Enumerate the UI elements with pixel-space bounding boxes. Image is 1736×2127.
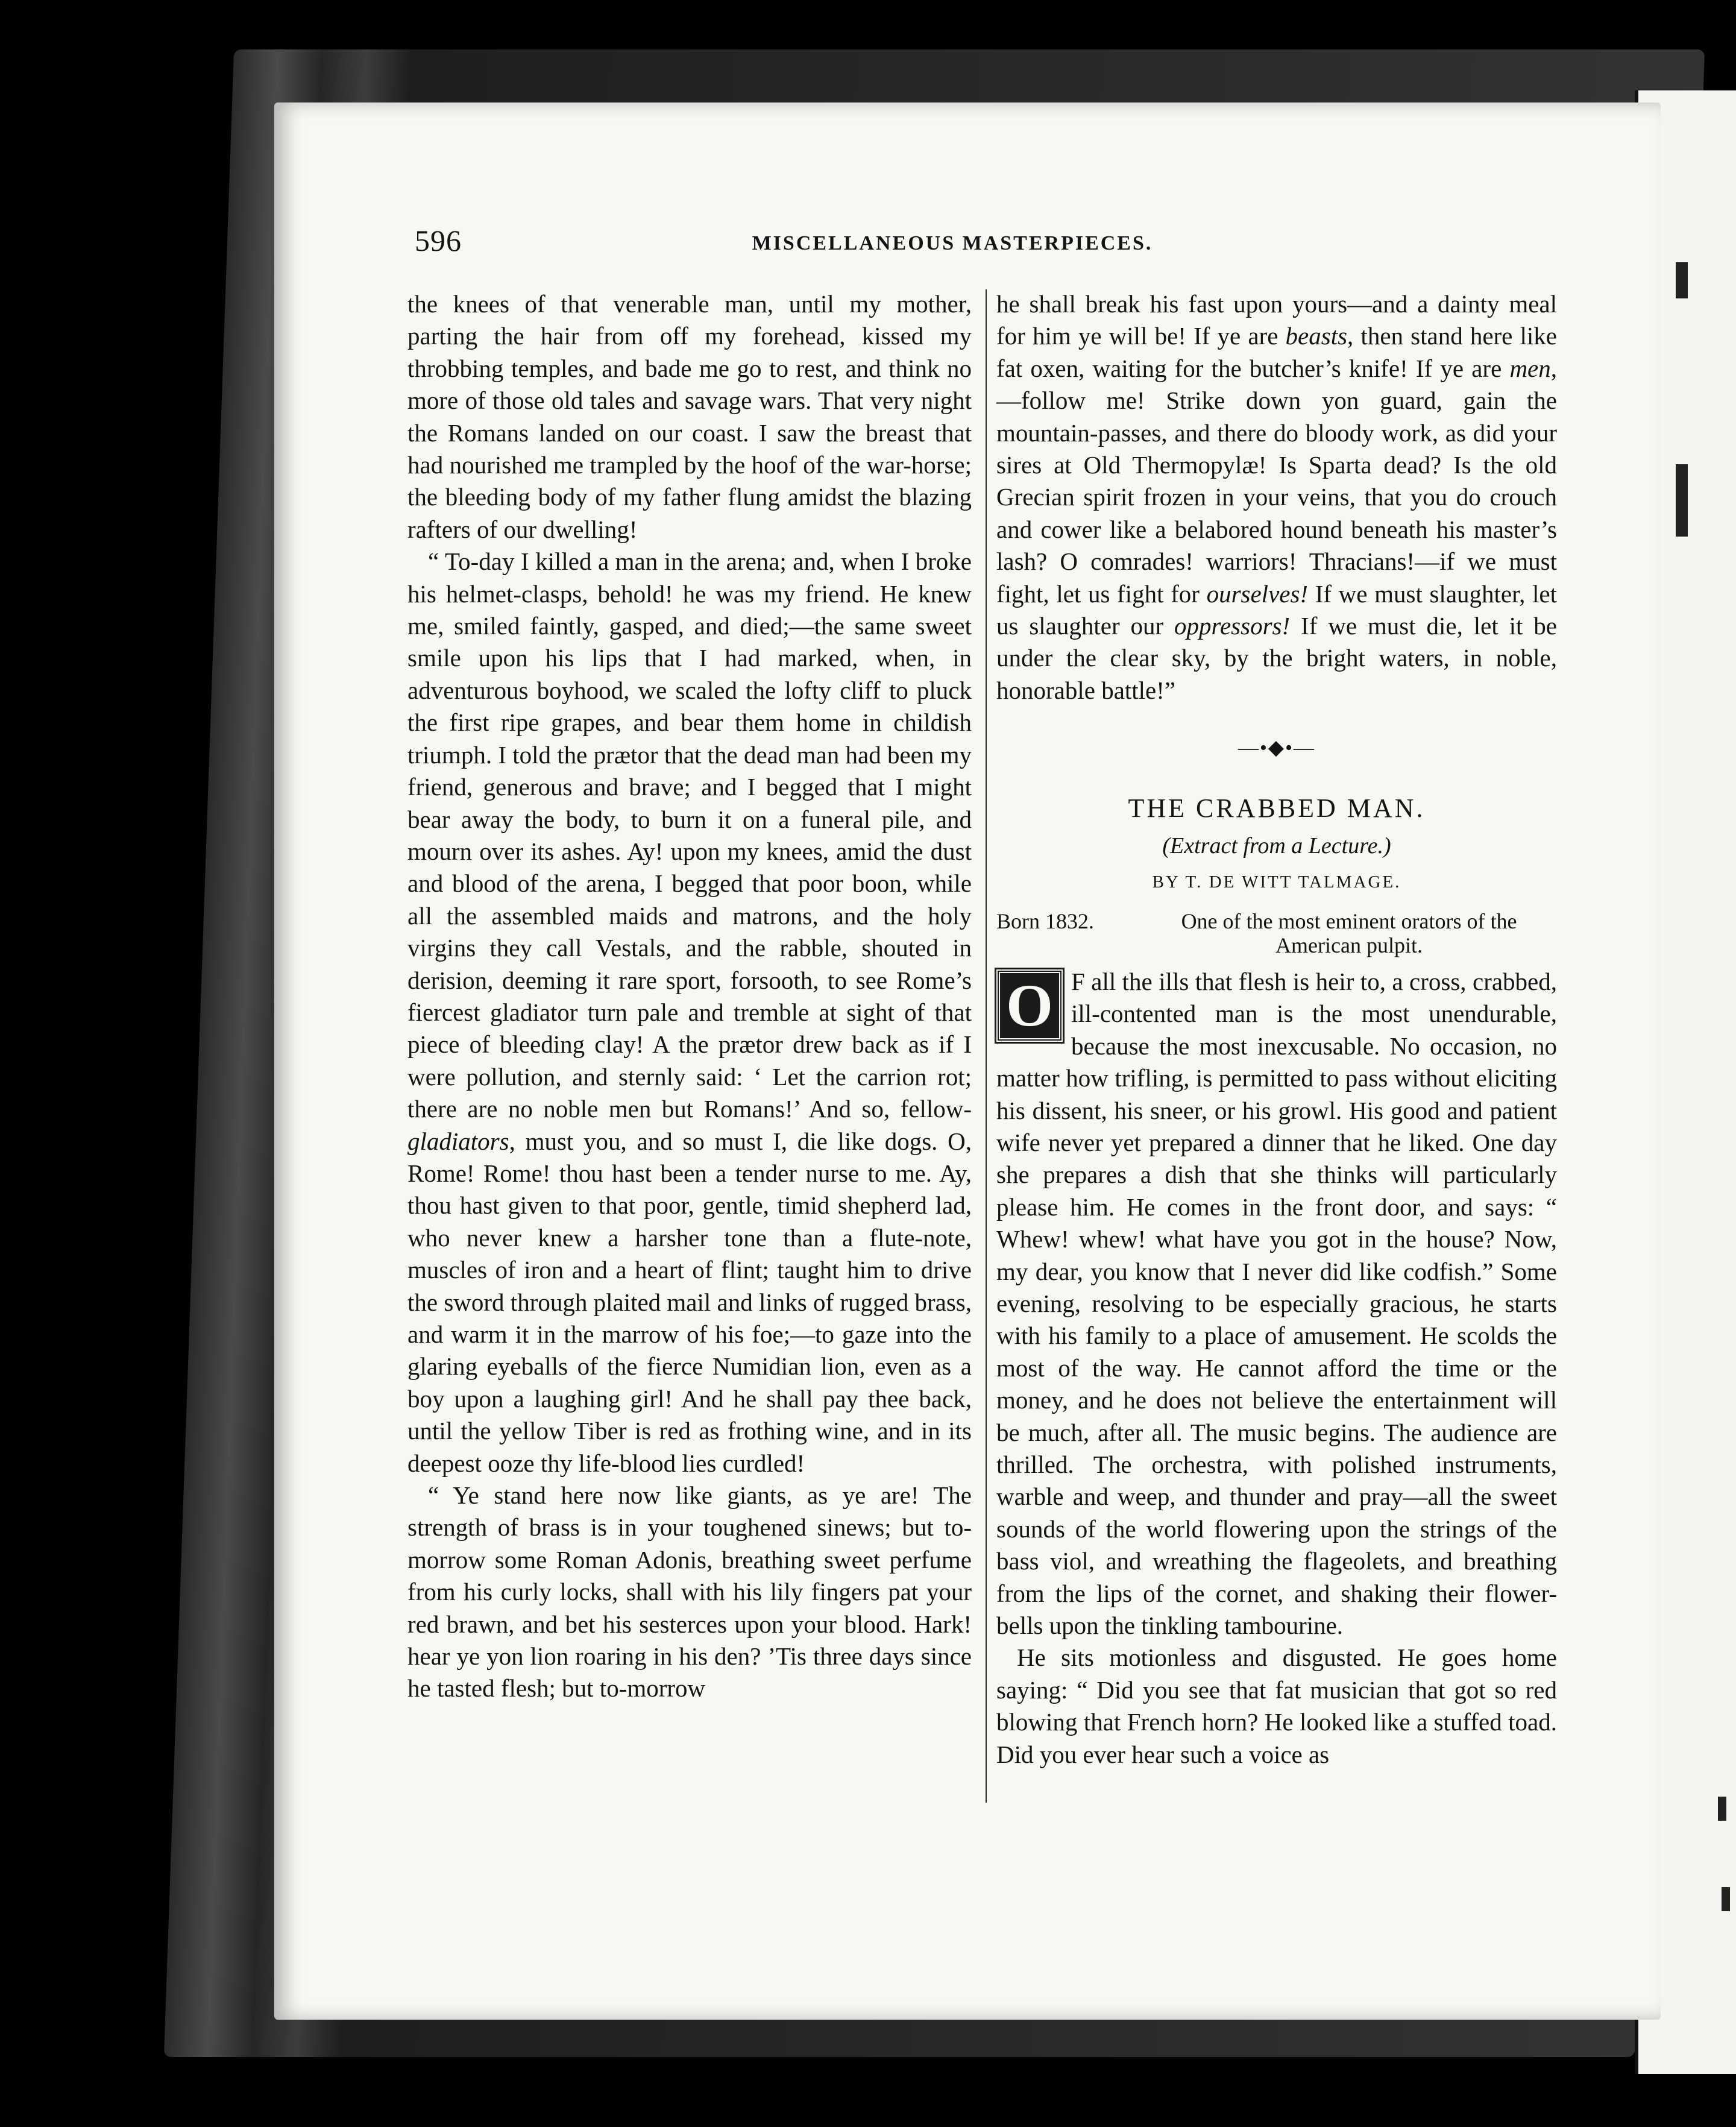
facing-page-mark [1718,1797,1726,1821]
page-number: 596 [415,224,462,257]
paragraph [407,546,972,1479]
author-byline: BY T. DE WITT TALMAGE. [1152,872,1401,892]
section-ornament: —•◆•— [1238,737,1315,760]
author-birth-year: Born 1832. [996,909,1094,933]
author-bio [996,909,1557,957]
text-run: he shall break his fast upon yours—and a dainty meal for him ye will be! If ye are [996,290,1557,350]
facing-page-mark [1676,262,1688,298]
italic-text: beasts [1285,322,1348,350]
italic-text: gladiators [407,1127,509,1155]
text-run: ,—follow me! Strike down yon guard, gain the mountain-passes, and there do bloody work, as did your sires at Old Thermopylæ! Is Sparta dead? Is the old Grecian spirit frozen in your veins, that you do crouch and cower like a belabored hound beneath his master’s lash? O comrades! warriors! Thracians!—if we must fight, let us fight for [996,354,1557,608]
italic-text: men [1509,354,1551,382]
paragraph: the knees of that venerable man, until my mother, parting the hair from off my forehead, kissed my throbbing temples, and bade me go to rest, and think no more of those old tales and savage wars. That very night the Romans landed on our coast. I saw the breast that had nourished me trampled by the hoof of the war-horse; the bleeding body of my father flung amidst the blazing rafters of our dwelling! [407,290,972,543]
running-head: MISCELLANEOUS MASTERPIECES. [752,232,1153,254]
dropcap-letter: O [1006,971,1053,1039]
section-title: THE CRABBED MAN. [1128,793,1426,823]
section-subtitle: (Extract from a Lecture.) [1162,833,1391,859]
right-column [996,288,1557,1771]
left-column [407,288,972,1705]
paragraph: He sits motionless and disgusted. He goes home saying: “ Did you see that fat musician that got so red blowing that French horn? He looked like a stuffed toad. Did you ever hear such a voice as [996,1643,1557,1768]
text-run: If we must die, let it be under the clear sky, by the bright waters, in noble, honorable battle!” [996,612,1557,704]
text-run: , then stand here like fat oxen, waiting for the butcher’s knife! If ye are [996,322,1557,382]
text-run: “ To-day I killed a man in the arena; and, when I broke his helmet-clasps, behold! he was my friend. He knew me, smiled faintly, gasped, and died;—the same sweet smile upon his lips that I had marked, when, in adventurous boyhood, we scaled the lofty cliff to pluck the first ripe grapes, and bear them home in childish triumph. I told the prætor that the dead man had been my friend, generous and brave; and I begged that I might bear away the body, to burn it on a funeral pile, and mourn over its ashes. Ay! upon my knees, amid the dust and blood of the arena, I begged that poor boon, while all the assembled maids and matrons, and the holy virgins they call Vestals, and the rabble, shouted in derision, deeming it rare sport, forsooth, to see Rome’s fiercest gladiator turn pale and tremble at sight of that piece of bleeding clay! A the prætor drew back as if I were pollution, and sternly said: ‘ Let the carrion rot; there are no noble men but Romans!’ And so, fellow- [407,547,972,1123]
text-run: , must you, and so must I, die like dogs. O, Rome! Rome! thou hast been a tender nurse to me. Ay, thou hast given to that poor, gentle, timid shepherd lad, who never knew a harsher tone than a flute-note, muscles of iron and a heart of flint; taught him to drive the sword through plaited mail and links of rugged brass, and warm it in the marrow of his foe;—to gaze into the glaring eyeballs of the fierce Numidian lion, even as a boy upon a laughing girl! And he shall pay thee back, until the yellow Tiber is red as frothing wine, and in its deepest ooze thy life-blood lies curdled! [407,1127,972,1477]
paragraph [996,288,1557,707]
italic-text: oppressors! [1174,612,1291,640]
facing-page-mark [1676,464,1688,537]
text-run: If we must slaughter, let us slaughter our [996,579,1557,640]
column-rule [986,289,987,1803]
facing-page-mark [1722,1887,1730,1911]
italic-text: ourselves! [1206,579,1309,608]
decorative-dropcap [996,969,1063,1042]
paragraph: “ Ye stand here now like giants, as ye are! The strength of brass is in your toughened sinews; but to-morrow some Roman Adonis, breathing sweet perfume from his curly locks, shall with his lily fingers pat your red brawn, and bet his sesterces upon your blood. Hark! hear ye yon lion roaring in his den? ’Tis three days since he tasted flesh; but to-morrow [407,1481,972,1703]
paragraph: F all the ills that flesh is heir to, a cross, crabbed, ill-contented man is the most unendurable, because the most inexcusable. No occasion, no matter how trifling, is permitted to pass without eliciting his dissent, his sneer, or his growl. His good and patient wife never yet prepared a dinner that he liked. One day she prepares a dish that she thinks will particularly please him. He comes in the front door, and says: “ Whew! whew! what have you got in the house? Now, my dear, you know that I never did like codfish.” Some evening, resolving to be especially gracious, he starts with his family to a place of amusement. He scolds the most of the way. He cannot afford the time or the money, and he does not believe the entertainment will be much, after all. The music begins. The audience are thrilled. The orchestra, with polished instruments, warble and weep, and thunder and pray—all the sweet sounds of the world flowering upon the strings of the bass viol, and wreathing the flageolets, and breathing from the lips of the cornet, and shaking their flower-bells upon the tinkling tambourine. [996,967,1557,1640]
author-description: One of the most eminent orators of the American pulpit. [1181,909,1517,957]
